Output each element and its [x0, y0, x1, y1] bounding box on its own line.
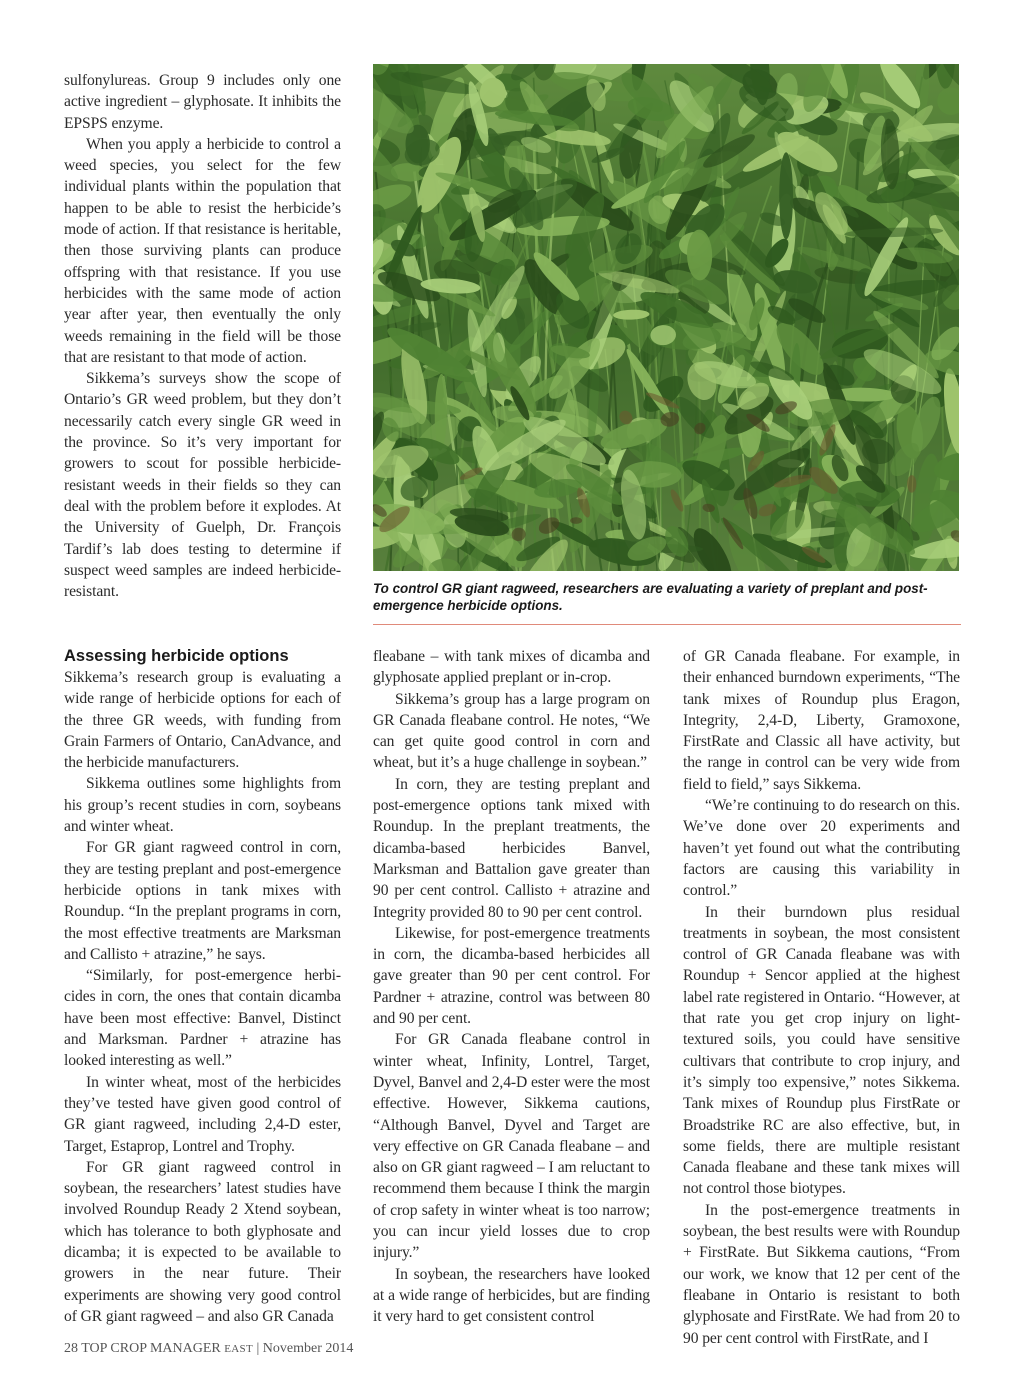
magazine-name: TOP CROP MANAGER [81, 1341, 221, 1356]
paragraph: Likewise, for post-emergence treatments in corn, the dicamba-based herbicides all gave greater than 90 per cent control. For Pardner + atrazine, control was between 80 and 90 per cent. [373, 924, 650, 1028]
paragraph: For GR giant ragweed control in soybean, the researchers’ latest studies have involved Roundup Ready 2 Xtend soybean, which has tolerance to both glyphosate and dicamba; it is expected to be available to growers in the near future. Their experiments are showing very good control of GR giant ragweed – and also GR Canada [64, 1158, 341, 1325]
paragraph: Sikkema’s research group is evaluating a wide range of herbicide options for each of the three GR weeds, with funding from Grain Farmers of Ontario, CanAdvance, and the herbicide manufacturers. [64, 669, 341, 772]
magazine-edition: EAST [224, 1343, 253, 1355]
paragraph: For GR giant ragweed control in corn, they are testing preplant and post-emergence herbicide options in tank mixes with Roundup. “In the preplant programs in corn, the most effective treatments are Marksman and Callisto + atrazine,” he says. [64, 839, 341, 963]
page-number: 28 [64, 1341, 78, 1356]
paragraph: In soybean, the researchers have looked at a wide range of herbicides, but are finding it very hard to get consistent control [373, 1265, 650, 1326]
middle-column [373, 646, 650, 1328]
right-column [683, 646, 960, 1349]
paragraph: Sikkema’s surveys show the scope of Ontario’s GR weed problem, but they don’t necessarily catch every single GR weed in the province. So it’s very important for growers to scout for possible herbicide-resistant weeds in their fields so they can deal with the problem before it explodes. At the University of Guelph, Dr. François Tardif’s lab does testing to determine if suspect weed samples are indeed herbicide-resistant. [64, 370, 341, 601]
paragraph: “Similarly, for post-emergence herbi-cides in corn, the ones that contain dicamba have been most effective: Banvel, Distinct and Marksman. Pardner + atrazine has looked interesting as well.” [64, 967, 341, 1070]
footer-separator: | [256, 1341, 260, 1356]
paragraph: of GR Canada fleabane. For example, in their enhanced burndown experiments, “The tank mixes of Roundup plus Eragon, Integrity, 2,4-D, Liberty, Gramoxone, FirstRate and Classic all have activity, but the range in control can be very wide from field to field,” says Sikkema. [683, 648, 960, 793]
left-column-bottom [64, 667, 341, 1327]
paragraph: Sikkema outlines some highlights from his group’s recent studies in corn, soybeans and winter wheat. [64, 775, 341, 836]
left-column-top [64, 70, 341, 602]
paragraph: In their burndown plus residual treatments in soybean, the most consistent control of GR Canada fleabane was with Roundup + Sencor applied at the highest label rate registered in Ontario. “However, at that rate you get crop injury on light-textured soils, you could have sensitive cultivars that contribute to crop injury, and it’s simply too expensive,” notes Sikkema. Tank mixes of Roundup plus FirstRate or Broadstrike RC are also effective, but, in some fields, there are multiple resistant Canada fleabane and these tank mixes will not control those biotypes. [683, 903, 960, 1198]
paragraph: In winter wheat, most of the herbicides they’ve tested have given good control of GR giant ragweed, including 2,4-D ester, Target, Estaprop, Lontrel and Trophy. [64, 1073, 341, 1155]
issue-date: November 2014 [262, 1341, 354, 1356]
weed-photo [373, 64, 959, 571]
paragraph: For GR Canada fleabane control in winter wheat, Infinity, Lontrel, Target, Dyvel, Banvel and 2,4-D ester were the most effective. However, Sikkema cautions, “Although Banvel, Dyvel and Target are very effective on GR Canada fleabane – and also on GR giant ragweed – I am reluctant to recommend them because I think the margin of crop safety in winter wheat is too narrow; you can incur yield losses due to crop injury.” [373, 1031, 650, 1262]
paragraph: When you apply a herbicide to control a weed species, you select for the few individual plants within the population that happen to be able to resist the herbicide’s mode of action. If that resistance is heritable, then those surviving plants can produce offspring with that resistance. If you use herbicides with the same mode of action year after year, then eventually the only weeds remaining in the field will be those that are resistant to that mode of action. [64, 135, 341, 366]
paragraph: “We’re continuing to do research on this. We’ve done over 20 experiments and haven’t yet found out what the contributing factors are causing this variability in control.” [683, 797, 960, 900]
photo-caption: To control GR giant ragweed, researchers are evaluating a variety of preplant and post-emergence herbicide options. [373, 581, 928, 613]
paragraph: Sikkema’s group has a large program on GR Canada fleabane control. He notes, “We can get quite good control in corn and wheat, but it’s a huge challenge in soybean.” [373, 690, 650, 772]
paragraph: sulfonylureas. Group 9 includes only one active ingredient – glyphosate. It inhibits the EPSPS enzyme. [64, 72, 341, 132]
paragraph: fleabane – with tank mixes of dicamba and glyphosate applied preplant or in-crop. [373, 648, 650, 687]
paragraph: In corn, they are testing preplant and post-emergence options tank mixed with Roundup. In the preplant treatments, the dicamba-based herbicides Banvel, Marksman and Battalion gave greater than 90 per cent control. Callisto + atrazine and Integrity provided 80 to 90 per cent control. [373, 775, 650, 921]
caption-divider [373, 624, 961, 625]
section-heading: Assessing herbicide options [64, 647, 289, 665]
paragraph: In the post-emergence treatments in soybean, the best results were with Roundup + FirstRate. But Sikkema cautions, “From our work, we know that 12 per cent of the fleabane in Ontario is resistant to both glyphosate and FirstRate. We had from 20 to 90 per cent control with FirstRate, and I [683, 1201, 960, 1347]
page-footer [64, 1341, 353, 1357]
